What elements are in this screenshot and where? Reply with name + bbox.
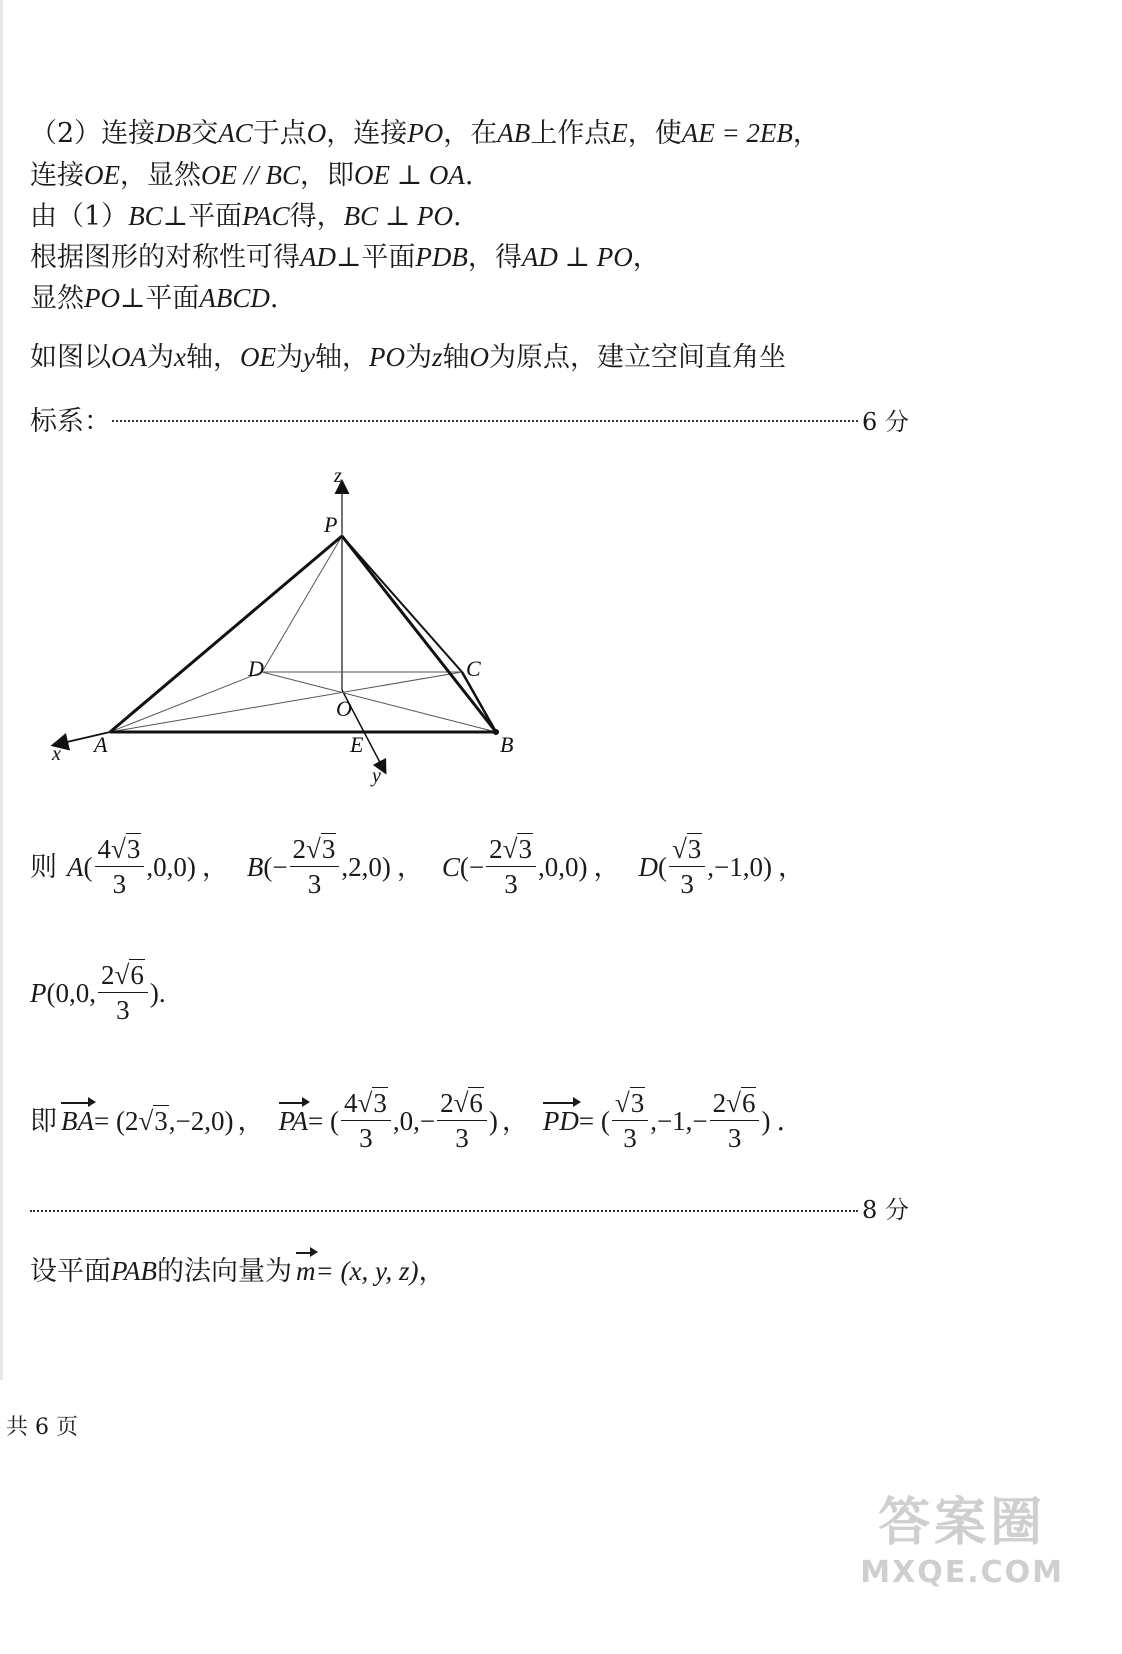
math: OE ⊥ OA: [354, 160, 465, 190]
math: BC ⊥ PO: [343, 201, 454, 231]
math: PO: [368, 342, 405, 372]
math: OE: [239, 342, 276, 372]
coord-P: P (0,0, $\frac{2√6}{3}$ ).: [30, 960, 166, 1025]
text: .: [269, 283, 279, 314]
math: PO: [84, 283, 120, 313]
text: 轴，: [185, 342, 240, 373]
text: ⊥平面: [120, 283, 200, 314]
math: OA: [111, 342, 147, 372]
text: 为: [404, 342, 432, 373]
label-E: E: [350, 732, 364, 757]
text: 为: [275, 342, 303, 373]
math: y: [302, 342, 315, 372]
diag-AC: [110, 672, 462, 732]
math: E: [611, 118, 628, 148]
math: PO: [407, 118, 444, 148]
edge-PC: [342, 536, 462, 672]
text: 于点: [252, 118, 307, 149]
text: 轴，: [314, 342, 369, 373]
diag-DB: [262, 672, 496, 732]
math: ABCD: [199, 283, 270, 313]
label-B: B: [500, 732, 514, 757]
text: ，得: [467, 242, 522, 273]
text: 根据图形的对称性可得: [30, 242, 300, 273]
score-8: 8 分: [862, 1196, 909, 1224]
math: AB: [497, 118, 531, 148]
text: ⊥平面: [162, 201, 243, 232]
vector-m: m: [296, 1256, 316, 1286]
text: 为: [147, 342, 174, 373]
label-A: A: [94, 732, 108, 757]
text: 上作点: [530, 118, 612, 149]
text: 为原点，建立空间直角坐: [488, 342, 786, 373]
edge-PA: [110, 536, 342, 732]
text: ，使: [627, 118, 682, 149]
coord-D: D ( $\frac{√3}{3}$ ,−1,0) ，: [638, 834, 805, 899]
math: AD: [300, 242, 336, 272]
text: 连接: [30, 160, 84, 191]
coordinates-line: [30, 836, 805, 898]
math: x: [174, 342, 186, 372]
math: DB: [155, 118, 192, 148]
text: 轴: [442, 342, 470, 373]
solution-line-2: [30, 162, 473, 189]
text: 则: [30, 851, 57, 883]
text: ，连接: [326, 118, 408, 149]
text: 显然: [30, 283, 84, 314]
coord-C: C (− $\frac{2√3}{3}$ ,0,0) ，: [441, 834, 621, 899]
text: ，在: [443, 118, 498, 149]
vector-PA: PA = ( $\frac{4√3}{3}$ ,0,− $\frac{2√6}{3}$ ) ，: [278, 1088, 529, 1153]
math: BC: [128, 201, 163, 231]
edge-CB: [462, 672, 496, 732]
math: PDB: [415, 242, 468, 272]
math: z: [431, 342, 443, 372]
text: ⊥平面: [336, 242, 416, 273]
math: AC: [218, 118, 253, 148]
vectors-line: [30, 1090, 785, 1152]
dotted-leader: [112, 420, 858, 422]
math: AE = 2EB: [681, 118, 793, 148]
math: OE: [84, 160, 120, 190]
coord-B: B (− $\frac{2√3}{3}$ ,2,0) ，: [246, 834, 424, 899]
text: ，: [418, 1256, 446, 1287]
text: ，显然: [120, 160, 201, 191]
dotted-leader-2: [30, 1210, 858, 1212]
solution-line-6: [30, 344, 786, 371]
watermark-logo: 答案圈 MXQE.COM: [860, 1493, 1064, 1590]
label-D: D: [248, 656, 264, 681]
text: ，即: [300, 160, 354, 191]
math: PAB: [111, 1256, 157, 1286]
text: .: [464, 160, 474, 191]
math: PAC: [242, 201, 290, 231]
page-footer: 共 6 页: [6, 1415, 78, 1440]
solution-line-normal-vector: [30, 1258, 445, 1285]
label-x: x: [52, 743, 61, 765]
text: ，: [632, 242, 660, 273]
label-z: z: [334, 465, 342, 487]
edge-PB: [342, 536, 496, 732]
coord-A: A ( $\frac{4√3}{3}$ ,0,0) ，: [67, 834, 229, 899]
solution-line-4: [30, 244, 660, 271]
text: （2）连接: [30, 118, 156, 149]
solution-line-5: [30, 285, 279, 312]
text: 如图以: [30, 342, 111, 373]
coordinate-P-line: [30, 962, 166, 1024]
math: = (x, y, z): [315, 1256, 419, 1286]
text: 即: [30, 1105, 57, 1137]
text: 交: [191, 118, 219, 149]
score-6: 6 分: [862, 408, 909, 436]
math: O: [306, 118, 327, 148]
text: 由（1）: [30, 201, 129, 232]
text: 得，: [289, 201, 344, 232]
math: O: [469, 342, 489, 372]
label-O: O: [336, 696, 352, 721]
vector-PD: PD = ( $\frac{√3}{3}$ ,−1,− $\frac{2√6}{3}$ ) .: [542, 1088, 786, 1153]
math: OE // BC: [201, 160, 300, 190]
solution-line-7: [30, 408, 111, 435]
label-C: C: [466, 656, 481, 681]
edge-AD: [110, 672, 262, 732]
left-margin-rule: [0, 0, 3, 1380]
label-y: y: [372, 765, 381, 787]
point-B: [493, 729, 499, 735]
math: AD ⊥ PO: [521, 242, 633, 272]
label-P: P: [324, 512, 338, 537]
edge-PD: [262, 536, 342, 672]
solution-line-1: [30, 120, 820, 147]
text: .: [453, 201, 462, 232]
text: ，: [792, 118, 820, 149]
vector-BA: BA = (2 √3 ,−2,0) ，: [61, 1105, 265, 1137]
pyramid-figure: [40, 460, 560, 800]
text: 设平面: [30, 1256, 111, 1287]
solution-line-3: [30, 203, 462, 230]
text: 的法向量为: [157, 1256, 292, 1287]
text: 标系：: [30, 406, 111, 437]
